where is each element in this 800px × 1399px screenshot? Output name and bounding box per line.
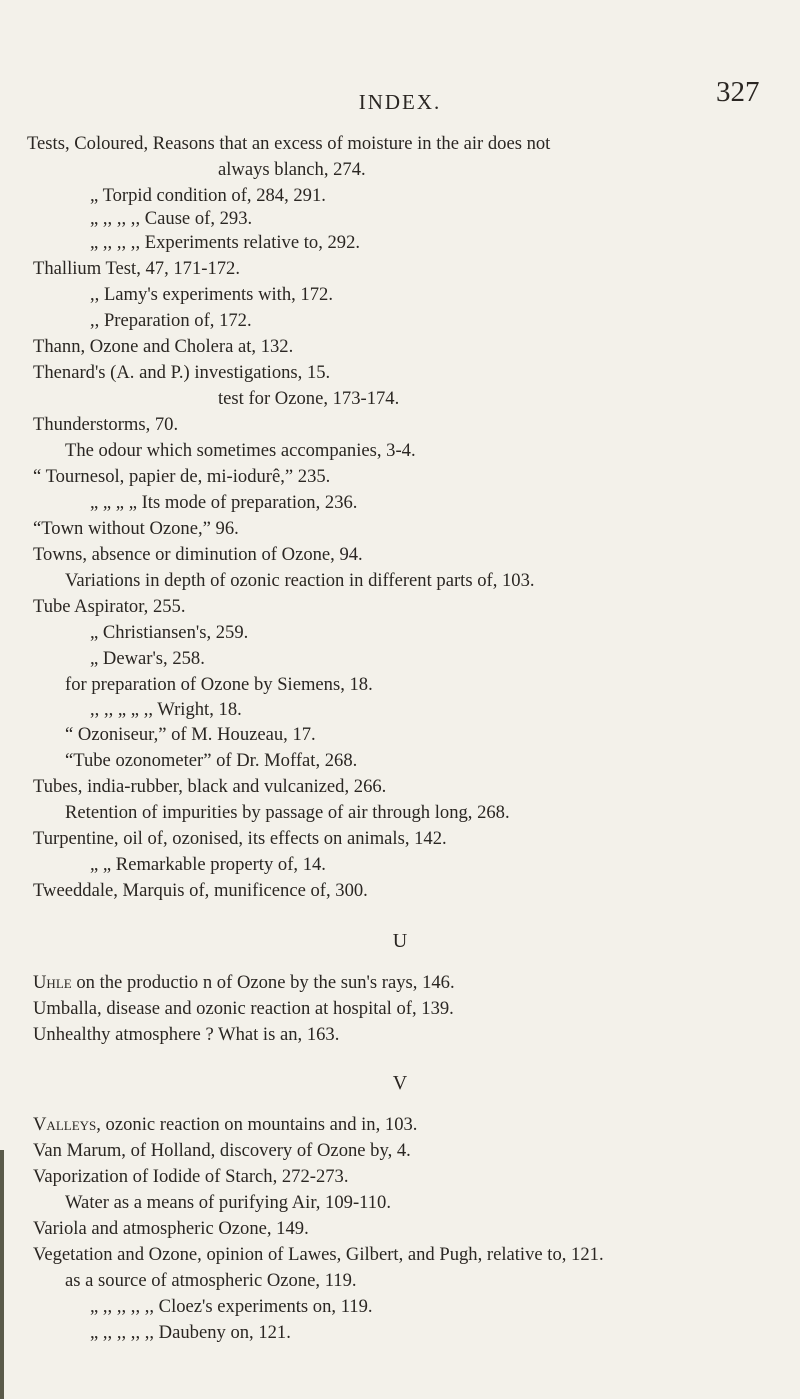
index-entry: Thenard's (A. and P.) investigations, 15.	[33, 362, 331, 383]
entry-text: ozonic reaction on mountains and in, 103.	[100, 1114, 418, 1135]
index-subentry: as a source of atmospheric Ozone, 119.	[65, 1270, 357, 1291]
index-subentry: „ ,, ,, ,, ,, Daubeny on, 121.	[90, 1322, 291, 1343]
index-entry: Tube Aspirator, 255.	[33, 596, 186, 617]
index-subentry: always blanch, 274.	[218, 159, 366, 180]
index-entry: Umballa, disease and ozonic reaction at hospital of, 139.	[33, 998, 454, 1019]
index-entry: Vegetation and Ozone, opinion of Lawes, Gilbert, and Pugh, relative to, 121.	[33, 1244, 604, 1265]
index-subentry: „ „ „ „ Its mode of preparation, 236.	[90, 492, 358, 513]
index-entry: Variola and atmospheric Ozone, 149.	[33, 1218, 309, 1239]
index-entry: Turpentine, oil of, ozonised, its effects on animals, 142.	[33, 828, 447, 849]
index-subentry: ,, ,, „ „ ,, Wright, 18.	[90, 699, 242, 720]
index-entry	[33, 970, 455, 996]
index-subentry: ,, Preparation of, 172.	[90, 310, 252, 331]
index-entry: Thunderstorms, 70.	[33, 414, 179, 435]
index-subentry: „ ,, ,, ,, ,, Cloez's experiments on, 119.	[90, 1296, 373, 1317]
index-entry: Tweeddale, Marquis of, munificence of, 300.	[33, 880, 368, 901]
index-entry: Van Marum, of Holland, discovery of Ozone by, 4.	[33, 1140, 411, 1161]
running-head: INDEX.	[358, 90, 442, 114]
index-entry: “ Tournesol, papier de, mi-iodurê,” 235.	[33, 466, 331, 487]
index-subentry: test for Ozone, 173-174.	[218, 388, 400, 409]
index-subentry: Variations in depth of ozonic reaction in different parts of, 103.	[65, 570, 535, 591]
section-letter-v: V	[392, 1072, 408, 1094]
index-entry: Tubes, india-rubber, black and vulcanized, 266.	[33, 776, 387, 797]
index-subentry: Water as a means of purifying Air, 109-110.	[65, 1192, 391, 1213]
index-entry: Unhealthy atmosphere ? What is an, 163.	[33, 1024, 340, 1045]
entry-head: Valleys,	[33, 1114, 101, 1135]
index-entry: Vaporization of Iodide of Starch, 272-273.	[33, 1166, 349, 1187]
index-entry: Towns, absence or diminution of Ozone, 94.	[33, 544, 363, 565]
entry-text: on the productio n of Ozone by the sun's rays, 146.	[71, 972, 455, 993]
index-subentry: „ Dewar's, 258.	[90, 648, 205, 669]
index-entry: Tests, Coloured, Reasons that an excess of moisture in the air does not	[27, 133, 551, 154]
index-subentry: „ „ Remarkable property of, 14.	[90, 854, 326, 875]
index-subentry: „ ,, ,, ,, Experiments relative to, 292.	[90, 232, 361, 253]
index-entry	[33, 1112, 417, 1138]
index-subentry: „ Christiansen's, 259.	[90, 622, 249, 643]
index-entry: Thann, Ozone and Cholera at, 132.	[33, 336, 294, 357]
index-entry: Thallium Test, 47, 171-172.	[33, 258, 241, 279]
section-letter-u: U	[392, 930, 408, 952]
index-entry: “Town without Ozone,” 96.	[33, 518, 239, 539]
index-subentry: ,, Lamy's experiments with, 172.	[90, 284, 333, 305]
index-subentry: The odour which sometimes accompanies, 3-4.	[65, 440, 416, 461]
index-subentry: “Tube ozonometer” of Dr. Moffat, 268.	[65, 750, 358, 771]
index-subentry: „ Torpid condition of, 284, 291.	[90, 185, 326, 206]
index-subentry: “ Ozoniseur,” of M. Houzeau, 17.	[65, 724, 316, 745]
binding-edge	[0, 1150, 4, 1399]
index-subentry: for preparation of Ozone by Siemens, 18.	[65, 674, 373, 695]
index-subentry: Retention of impurities by passage of air through long, 268.	[65, 802, 510, 823]
index-subentry: „ ,, ,, ,, Cause of, 293.	[90, 208, 253, 229]
entry-head: Uhle	[33, 972, 72, 993]
page-number: 327	[716, 76, 760, 108]
